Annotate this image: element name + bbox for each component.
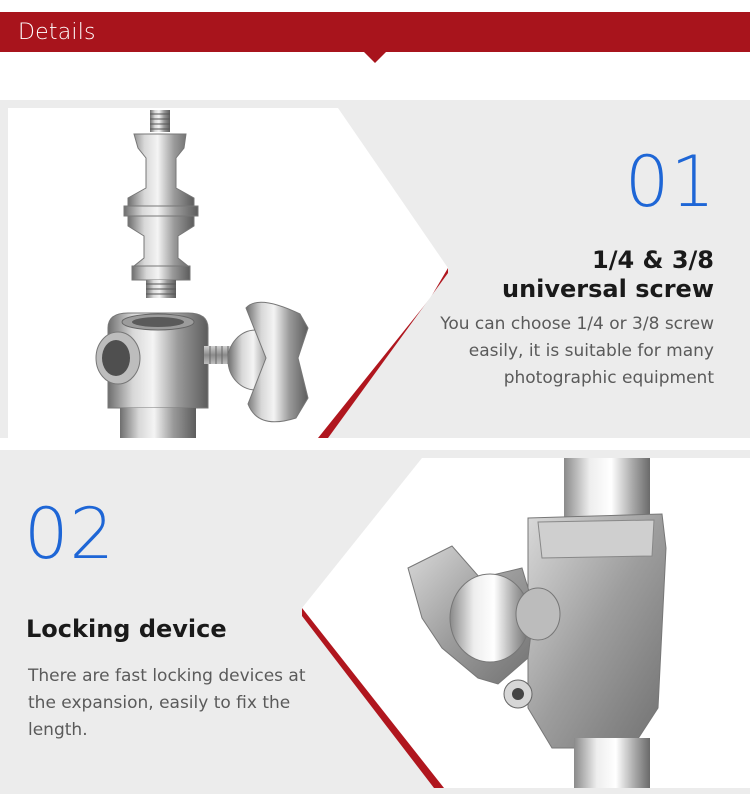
feature-desc-2-line2: the expansion, easily to fix the [28,693,291,713]
feature-desc-2-line1: There are fast locking devices at [28,666,306,686]
feature-number-2: 02 [24,493,116,575]
feature-desc-1-line3: photographic equipment [503,368,714,388]
feature-number-1: 01 [624,141,716,223]
feature-section-1 [0,100,750,438]
header-notch [364,52,386,63]
feature-desc-1-line2: easily, it is suitable for many [468,341,714,361]
feature-desc-1-line1: You can choose 1/4 or 3/8 screw [440,314,714,334]
feature-desc-2-line3: length. [28,720,88,740]
feature-section-2 [0,450,750,794]
feature-title-1-line2: universal screw [501,275,714,303]
feature-image-2 [302,458,750,788]
details-header-bar [0,12,750,52]
spigot-adapter-illustration [8,108,448,438]
feature-image-1 [8,108,448,438]
feature-title-2: Locking device [26,615,227,643]
locking-clamp-illustration [302,458,750,788]
feature-title-1-line1: 1/4 & 3/8 [592,246,714,274]
header-title: Details [18,20,96,45]
